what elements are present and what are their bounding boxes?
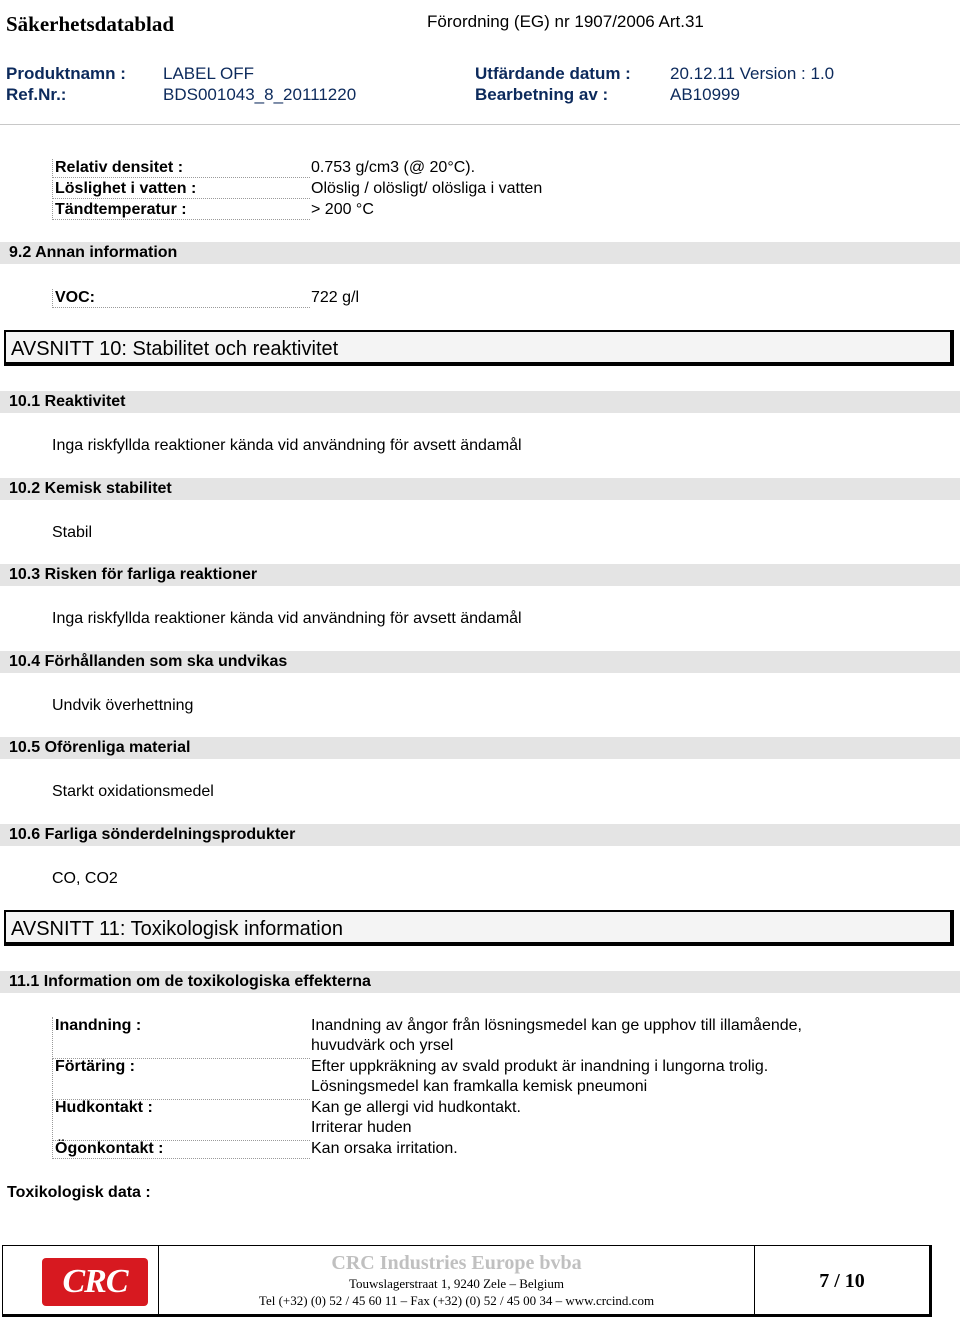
subsection-text-10-1: Inga riskfyllda reaktioner kända vid användning för avsett ändamål — [52, 437, 522, 454]
property-label: Löslighet i vatten : — [52, 180, 310, 199]
subsection-text-10-2: Stabil — [52, 524, 93, 541]
subsection-heading-10-2: 10.2 Kemisk stabilitet — [0, 478, 960, 500]
company-contact: Tel (+32) (0) 52 / 45 60 11 – Fax (+32) (0) 52 / 45 00 34 – www.crcind.com — [258, 1293, 655, 1308]
tox-data-label: Toxikologisk data : — [7, 1184, 151, 1201]
effect-text: Irriterar huden — [311, 1119, 412, 1136]
header-divider — [0, 124, 960, 125]
edited-by-label: Bearbetning av : — [475, 85, 609, 104]
product-name-value: LABEL OFF — [163, 64, 255, 83]
company-address: Touwslagerstraat 1, 9240 Zele – Belgium — [349, 1276, 564, 1291]
property-label: Relativ densitet : — [52, 159, 310, 178]
effect-label-skin: Hudkontakt : — [52, 1099, 310, 1141]
effect-text: Efter uppkräkning av svald produkt är inandning i lungorna trolig. — [311, 1058, 769, 1075]
effect-label-inhalation: Inandning : — [52, 1017, 310, 1059]
effect-text: Inandning av ångor från lösningsmedel kan ge upphov till illamående, — [311, 1017, 802, 1034]
section-11-title: AVSNITT 11: Toxikologisk information — [4, 910, 954, 946]
property-value: Olöslig / olösligt/ olösliga i vatten — [311, 180, 543, 197]
subsection-text-10-6: CO, CO2 — [52, 870, 118, 887]
subsection-text-10-5: Starkt oxidationsmedel — [52, 783, 214, 800]
regulation-reference: Förordning (EG) nr 1907/2006 Art.31 — [427, 12, 704, 31]
effect-text: Lösningsmedel kan framkalla kemisk pneumoni — [311, 1078, 648, 1095]
subsection-heading-10-6: 10.6 Farliga sönderdelningsprodukter — [0, 824, 960, 846]
effect-label-eye: Ögonkontakt : — [52, 1140, 310, 1159]
subsection-heading-11-1: 11.1 Information om de toxikologiska effekterna — [0, 971, 960, 993]
subsection-heading-10-5: 10.5 Oförenliga material — [0, 737, 960, 759]
subsection-text-10-3: Inga riskfyllda reaktioner kända vid användning för avsett ändamål — [52, 610, 522, 627]
company-name: CRC Industries Europe bvba — [331, 1252, 582, 1274]
subsection-heading-10-1: 10.1 Reaktivitet — [0, 391, 960, 413]
issue-date-value: 20.12.11 Version : 1.0 — [670, 64, 835, 83]
ref-number-label: Ref.Nr.: — [6, 85, 67, 104]
section-10-title: AVSNITT 10: Stabilitet och reaktivitet — [4, 330, 954, 366]
subsection-heading-10-4: 10.4 Förhållanden som ska undvikas — [0, 651, 960, 673]
page-number: 7 / 10 — [819, 1270, 865, 1292]
voc-value: 722 g/l — [311, 289, 360, 306]
edited-by-value: AB10999 — [670, 85, 740, 104]
property-value: > 200 °C — [311, 201, 374, 218]
effect-text: Kan orsaka irritation. — [311, 1140, 458, 1157]
product-name-label: Produktnamn : — [6, 64, 126, 83]
issue-date-label: Utfärdande datum : — [475, 64, 631, 83]
crc-logo: CRC — [42, 1258, 148, 1306]
effect-text: Kan ge allergi vid hudkontakt. — [311, 1099, 521, 1116]
document-title: Säkerhetsdatablad — [6, 12, 175, 36]
property-label: Tändtemperatur : — [52, 201, 310, 220]
voc-label: VOC: — [52, 289, 310, 308]
subsection-text-10-4: Undvik överhettning — [52, 697, 194, 714]
subsection-heading-9-2: 9.2 Annan information — [0, 242, 960, 264]
subsection-heading-10-3: 10.3 Risken för farliga reaktioner — [0, 564, 960, 586]
property-value: 0.753 g/cm3 (@ 20°C). — [311, 159, 476, 176]
effect-label-ingestion: Förtäring : — [52, 1058, 310, 1100]
effect-text: huvudvärk och yrsel — [311, 1037, 454, 1054]
ref-number-value: BDS001043_8_20111220 — [163, 85, 357, 104]
